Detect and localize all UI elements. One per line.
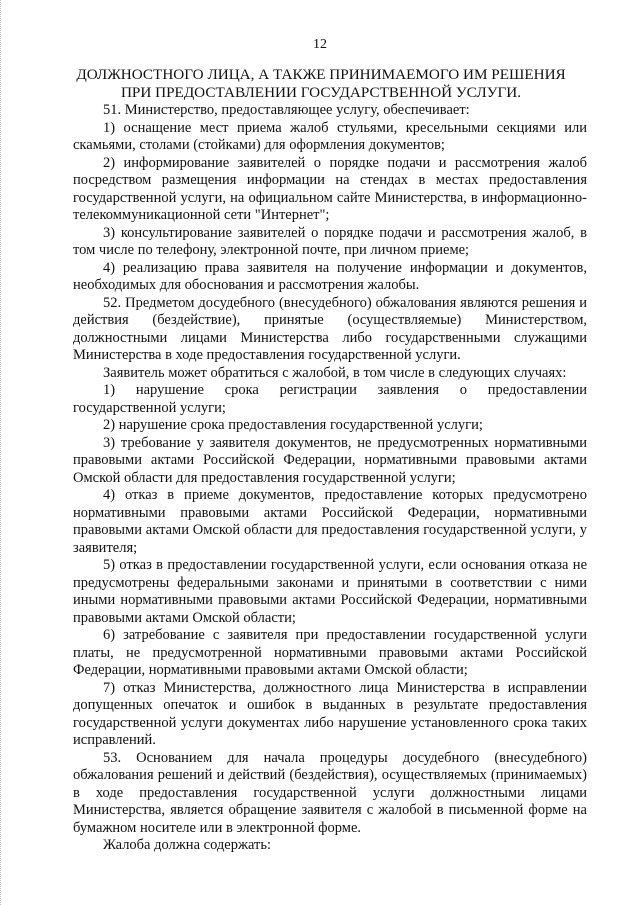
paragraph: 3) консультирование заявителей о порядке подачи и рассмотрения жалоб, в том числе по телефону, электронной почте, при личном приеме; <box>73 224 587 258</box>
paragraph: 7) отказ Министерства, должностного лица Министерства в исправлении допущенных опечаток и ошибок в выданных в результате предоставления государственной услуги документах либо нарушение установленного срока таких исправлений. <box>73 679 587 748</box>
page-number: 12 <box>313 37 327 52</box>
paragraph: 53. Основанием для начала процедуры досудебного (внесудебного) обжалования решений и действий (бездействия), осуществляемых (принимаемых) в ходе предоставления государственной услуги должностными лицами Министерства, является обращение заявителя с жалобой в письменной форме на бумажном носителе или в электронной форме. <box>73 749 587 836</box>
heading-line-2: ПРИ ПРЕДОСТАВЛЕНИИ ГОСУДАРСТВЕННОЙ УСЛУГИ. <box>120 83 522 101</box>
paragraph: 3) требование у заявителя документов, не предусмотренных нормативными правовыми актами Российской Федерации, нормативными правовыми актами Омской области для предоставления государственной услуги; <box>73 434 587 486</box>
paragraph: 1) нарушение срока регистрации заявления о предоставлении государственной услуги; <box>73 382 587 416</box>
paragraph: 4) отказ в приеме документов, предоставление которых предусмотрено нормативными правовыми актами Российской Федерации, нормативными правовыми актами Омской области для предоставления государственной услуги, у заявителя; <box>73 487 587 556</box>
paragraph: 5) отказ в предоставлении государственной услуги, если основания отказа не предусмотрены федеральными законами и принятыми в соответствии с ними иными нормативными правовыми актами Российской Федерации, нормативными правовыми актами Омской области; <box>73 557 587 626</box>
paragraph: 4) реализацию права заявителя на получение информации и документов, необходимых для обоснования и рассмотрения жалобы. <box>73 259 587 293</box>
paragraph: 6) затребование с заявителя при предоставлении государственной услуги платы, не предусмотренной нормативными правовыми актами Российской Федерации, нормативными правовыми актами Омской области; <box>73 627 587 678</box>
heading-line-1: ДОЛЖНОСТНОГО ЛИЦА, А ТАКЖЕ ПРИНИМАЕМОГО ИМ РЕШЕНИЯ <box>76 66 566 83</box>
body-text <box>73 102 587 855</box>
paragraph: 51. Министерство, предоставляющее услугу, обеспечивает: <box>103 102 470 118</box>
paragraph: 1) оснащение мест приема жалоб стульями, кресельными секциями или скамьями, столами (стойками) для оформления документов; <box>73 119 587 153</box>
paragraph: Жалоба должна содержать: <box>103 837 272 853</box>
section-heading <box>60 66 582 101</box>
paragraph: Заявитель может обратиться с жалобой, в том числе в следующих случаях: <box>103 364 567 381</box>
page-edge <box>0 0 3 905</box>
paragraph: 2) информирование заявителей о порядке подачи и рассмотрения жалоб посредством размещения информации на стендах в местах предоставления государственной услуги, на официальном сайте Министерства, в информационно-телекоммуникационной сети "Интернет"; <box>73 154 587 223</box>
paragraph: 52. Предметом досудебного (внесудебного) обжалования являются решения и действия (бездействие), принятые (осуществляемые) Министерством, должностными лицами Министерства либо государственными служащими Министерства в ходе предоставления государственной услуги. <box>73 294 587 363</box>
paragraph: 2) нарушение срока предоставления государственной услуги; <box>103 417 483 433</box>
